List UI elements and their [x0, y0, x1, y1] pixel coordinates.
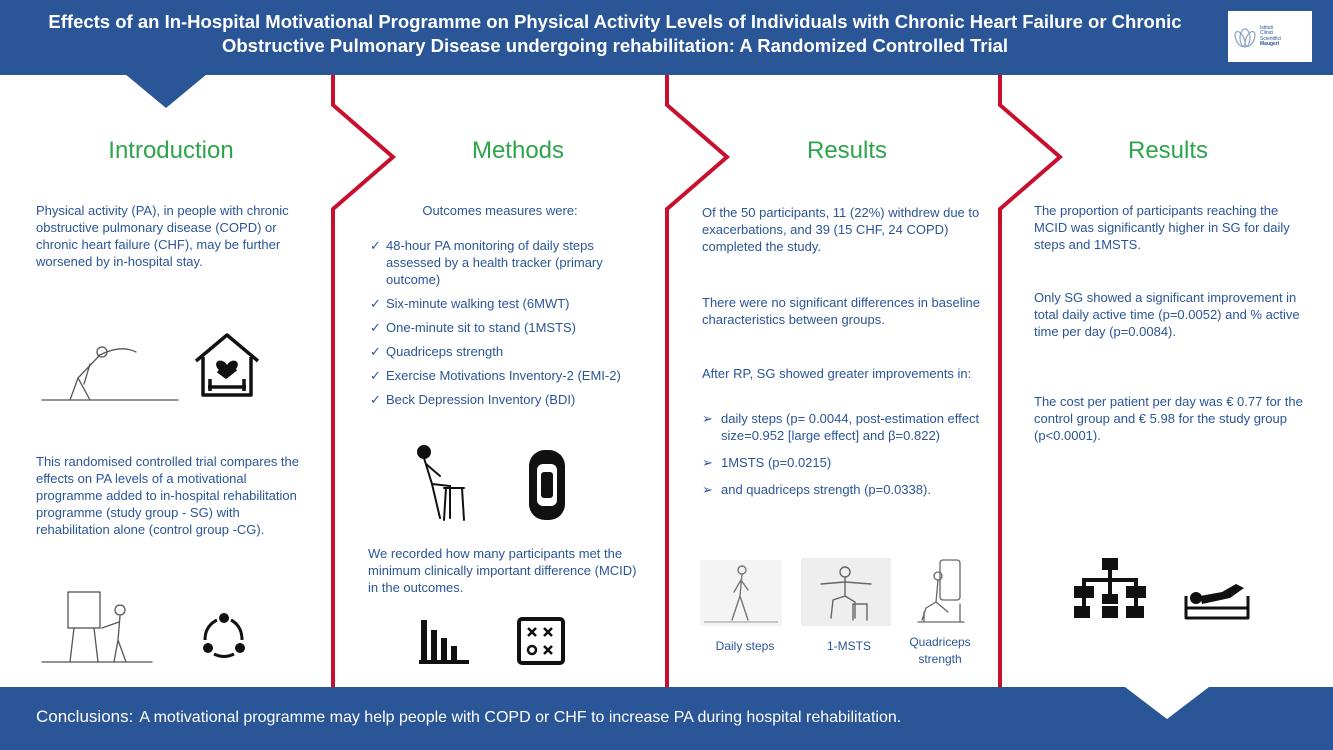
caption-quadriceps-strength: Quadriceps strength — [909, 635, 971, 666]
methods-heading: Methods — [471, 137, 565, 164]
conclusion-label: Conclusions: — [36, 707, 134, 726]
list-item — [370, 295, 636, 312]
presenter-flipchart-icon — [40, 588, 155, 666]
introduction-heading: Introduction — [108, 137, 234, 164]
check-mark-icon: ✓ — [370, 320, 381, 335]
arrow-bullet-icon: ➢ — [702, 482, 713, 497]
arrow-bullet-icon: ➢ — [702, 455, 713, 470]
leg-press-machine-image — [914, 556, 970, 628]
list-item — [702, 481, 982, 498]
improvements-list — [702, 410, 982, 505]
tactics-board-icon — [516, 616, 566, 666]
methods-intro: Outcomes measures were: — [422, 203, 578, 218]
list-item — [702, 454, 982, 471]
list-item — [370, 391, 636, 408]
results2-paragraph-3: The cost per patient per day was € 0.77 for the control group and € 5.98 for the study group (p<0.0001). — [1034, 394, 1303, 443]
caption-daily-steps: Daily steps — [715, 639, 775, 653]
check-mark-icon: ✓ — [370, 392, 381, 407]
list-item — [702, 410, 982, 444]
results-heading-2: Results — [1127, 137, 1209, 164]
mcid-paragraph: We recorded how many participants met the minimum clinically important difference (MCID) in the outcomes. — [368, 546, 637, 595]
logo-line-1: Istituti — [1260, 24, 1274, 31]
organization-chart-icon — [1072, 556, 1148, 620]
fitness-tracker-icon — [525, 448, 569, 522]
logo-line-3: Scientifici — [1260, 35, 1282, 42]
outcome-item-text: Six-minute walking test (6MWT) — [386, 296, 570, 311]
improvement-item-text: daily steps (p= 0.0044, post-estimation effect size=0.952 [large effect] and β=0.822) — [721, 411, 980, 443]
outcome-measures-list — [370, 237, 636, 415]
improvement-item-text: and quadriceps strength (p=0.0338). — [721, 482, 931, 497]
cycle-arrows-icon — [200, 612, 248, 660]
results-heading-1: Results — [806, 137, 888, 164]
hospital-home-icon — [192, 331, 262, 399]
outcome-item-text: 48-hour PA monitoring of daily steps assessed by a health tracker (primary outcome) — [386, 238, 603, 287]
check-mark-icon: ✓ — [370, 344, 381, 359]
results1-paragraph-1: Of the 50 participants, 11 (22%) withdrew due to exacerbations, and 39 (15 CHF, 24 COPD) completed the study. — [702, 205, 980, 254]
improvement-item-text: 1MSTS (p=0.0215) — [721, 455, 832, 470]
conclusion-text: A motivational programme may help people with COPD or CHF to increase PA during hospital rehabilitation. — [139, 709, 902, 726]
outcome-item-text: Quadriceps strength — [386, 344, 504, 359]
sit-to-stand-image — [801, 558, 891, 626]
logo-line-4: Maugeri — [1260, 41, 1280, 47]
outcome-item-text: One-minute sit to stand (1MSTS) — [386, 320, 577, 335]
check-mark-icon: ✓ — [370, 296, 381, 311]
results1-paragraph-2: There were no significant differences in baseline characteristics between groups. — [702, 295, 980, 327]
check-mark-icon: ✓ — [370, 238, 381, 253]
person-resting-on-sofa-icon — [1182, 578, 1252, 624]
arrow-bullet-icon: ➢ — [702, 411, 713, 426]
sitting-person-icon — [410, 444, 470, 524]
list-item — [370, 319, 636, 336]
poster-title: Effects of an In-Hospital Motivational Programme on Physical Activity Levels of Individuals with Chronic Heart Failure or Chronic Obstructive Pulmonary Disease undergoing rehabilitation: A Randomized Controlled Trial — [48, 11, 1182, 56]
stretching-person-icon — [40, 334, 180, 404]
results2-paragraph-1: The proportion of participants reaching the MCID was significantly higher in SG for daily steps and 1MSTS. — [1034, 203, 1290, 252]
divider-3 — [1000, 75, 1060, 687]
intro-paragraph-2: This randomised controlled trial compares the effects on PA levels of a motivational programme added to in-hospital rehabilitation programme (study group - SG) with rehabilitation alone (control group -CG). — [36, 454, 300, 537]
results1-paragraph-3: After RP, SG showed greater improvements in: — [702, 366, 972, 381]
caption-1msts: 1-MSTS — [826, 639, 871, 653]
logo-line-2: Clinici — [1260, 30, 1274, 36]
conclusion — [36, 707, 901, 727]
bar-chart-icon — [419, 616, 469, 664]
list-item — [370, 237, 636, 288]
intro-paragraph-1: Physical activity (PA), in people with chronic obstructive pulmonary disease (COPD) or chronic heart failure (CHF), may be further worsened by in-hospital stay. — [36, 203, 289, 269]
results2-paragraph-2: Only SG showed a significant improvement in total daily active time (p=0.0052) and % active time per day (p=0.0084). — [1034, 290, 1300, 339]
outcome-item-text: Exercise Motivations Inventory-2 (EMI-2) — [386, 368, 621, 383]
list-item — [370, 367, 636, 384]
list-item — [370, 343, 636, 360]
footer-notch — [1125, 687, 1209, 719]
check-mark-icon: ✓ — [370, 368, 381, 383]
walking-person-image — [700, 560, 782, 626]
outcome-item-text: Beck Depression Inventory (BDI) — [386, 392, 576, 407]
